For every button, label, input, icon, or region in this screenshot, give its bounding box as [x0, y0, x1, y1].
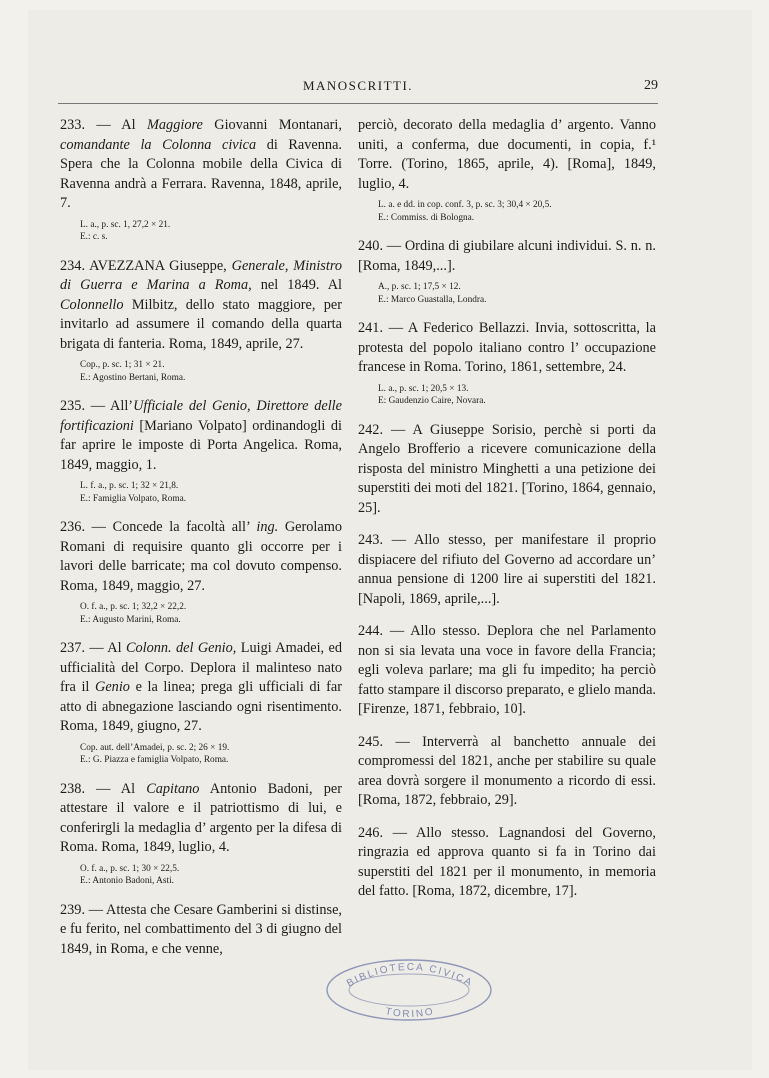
stamp-graphic — [320, 952, 498, 1022]
entry-description — [60, 742, 342, 767]
entry-description — [60, 219, 342, 244]
entry-text-run: 245. — Interverrà al banchetto annuale dei compromessi del 1821, anche per stabilire su quale area dovrà sorgere il monumento a ricordo di essi. [Roma, 1872, febbraio, 29]. — [358, 733, 656, 808]
description-line: E.: Famiglia Volpato, Roma. — [80, 493, 187, 504]
description-line: L. a. e dd. in cop. conf. 3, p. sc. 3; 30,4 × 20,5. — [378, 200, 552, 210]
catalog-entry — [358, 622, 656, 720]
entry-text-run: 235. — All’ — [60, 398, 134, 414]
description-line: E.: G. Piazza e famiglia Volpato, Roma. — [80, 755, 229, 765]
entry-italic-text: Generale, Ministro di Guerra e Marina a Roma, — [60, 257, 343, 293]
entry-text — [358, 319, 656, 378]
description-line: A., p. sc. 1; 17,5 × 12. — [378, 282, 461, 292]
entry-italic-text: Maggiore — [147, 117, 203, 133]
catalog-entry — [358, 733, 656, 811]
entry-text — [358, 824, 656, 902]
entry-text — [60, 116, 342, 214]
entry-text — [358, 237, 656, 276]
entry-italic-text: Colonn. del Genio, — [125, 640, 237, 656]
entry-text-run: 244. — Allo stesso. Deplora che nel Parlamento non si sia levata una voce in favore della Francia; egli voleva parlare; ma gli fu impedito; ha perciò fatto stampare il discorso preparato, e glielo manda. [Firenze, 1871, febbraio, 10]. — [358, 623, 656, 717]
description-line: E: Gaudenzio Caire, Novara. — [378, 396, 486, 406]
catalog-entry — [60, 780, 342, 888]
catalog-entry — [358, 319, 656, 408]
svg-text:TORINO — [384, 1006, 435, 1020]
catalog-entry — [60, 518, 342, 626]
entry-italic-text: comandante la Colonna civica — [60, 136, 257, 153]
entry-text — [60, 397, 342, 475]
description-line: O. f. a., p. sc. 1; 32,2 × 22,2. — [80, 602, 187, 612]
library-stamp — [320, 952, 498, 1022]
entry-text-run: 236. — Concede la facoltà all’ — [60, 519, 257, 535]
right-column — [358, 116, 656, 915]
entry-text — [358, 116, 656, 194]
entry-text-run: Antonio Badoni, per attestare il valore e il patriottismo di lui, e conferirgli la medaglia d’ argento per la difesa di Roma. Roma, 1849, luglio, 4. — [60, 780, 342, 855]
entry-text-run: 233. — Al — [60, 117, 147, 133]
entry-italic-text: Ufficiale del Genio, Direttore delle fortificazioni — [60, 398, 342, 434]
entry-text-run: [Mariano Volpato] ordinandogli di far aprire le imposte di Porta Angelica. Roma, 1849, maggio, 1. — [60, 417, 342, 473]
page-header — [58, 78, 658, 98]
description-line: Cop., p. sc. 1; 31 × 21. — [80, 360, 165, 370]
entry-italic-text: Colonnello — [60, 296, 124, 313]
entry-text-run: 243. — Allo stesso, per manifestare il proprio dispiacere del rifiuto del Governo ad accordare un’ annua pensione di 1200 lire ai superstiti del 1821. [Napoli, 1869, aprile,...]. — [358, 532, 656, 607]
entry-text-run: 239. — Attesta che Cesare Gamberini si distinse, e fu ferito, nel combattimento del 3 di giugno del 1849, in Roma, e che venne, — [60, 901, 342, 957]
entry-text-run: Gerolamo Romani di requisire quanto gli occorre per i lavori delle barricate; ma col dovuto compenso. Roma, 1849, maggio, 27. — [60, 519, 342, 594]
description-line: E.: Commiss. di Bologna. — [378, 212, 475, 223]
catalog-entry — [60, 397, 342, 505]
entry-description — [60, 601, 342, 626]
entry-text — [60, 901, 342, 960]
catalog-entry — [358, 531, 656, 609]
entry-description — [358, 281, 656, 306]
entry-description — [358, 383, 656, 408]
entry-description — [358, 199, 656, 224]
entry-description — [60, 480, 342, 505]
entry-text-run: nel 1849. Al — [251, 277, 342, 293]
entry-text-run: 242. — A Giuseppe Sorisio, perchè si porti da Angelo Brofferio a ricevere comunicazione della risposta del ministro Minghetti a una petizione dei superstiti dei moti del 1821. [Torino, 1864, gennaio, 25]. — [358, 421, 657, 516]
entry-text-run: 237. — Al — [60, 640, 126, 656]
left-column — [60, 116, 342, 972]
description-line: E.: Antonio Badoni, Asti. — [80, 876, 175, 886]
description-line: E.: Agostino Bertani, Roma. — [80, 372, 186, 383]
entry-text-run: 234. AVEZZANA Giuseppe, — [60, 257, 232, 274]
entry-text — [60, 639, 342, 737]
page-number: 29 — [644, 78, 658, 93]
entry-text — [358, 622, 656, 720]
entry-text — [358, 733, 656, 811]
description-line: L. a., p. sc. 1; 20,5 × 13. — [378, 383, 469, 394]
description-line: E.: c. s. — [80, 232, 108, 242]
entry-text-run: Luigi Amadei, ed ufficialità del Corpo. Deplora il malinteso nato fra il — [60, 640, 342, 695]
entry-italic-text: ing. — [256, 519, 279, 535]
catalog-entry — [358, 116, 656, 224]
svg-text:BIBLIOTECA CIVICA — [345, 962, 475, 990]
entry-text — [60, 257, 342, 355]
catalog-entry — [358, 824, 656, 902]
entry-text-run: 241. — A Federico Bellazzi. Invia, sottoscritta, la protesta del popolo italiano contro l’ occupazione francese in Roma. Torino, 1861, settembre, 24. — [358, 320, 656, 375]
entry-description — [60, 863, 342, 888]
header-rule — [58, 103, 658, 104]
entry-italic-text: Capitano — [146, 780, 200, 797]
entry-text — [60, 780, 342, 858]
catalog-entry — [358, 237, 656, 306]
catalog-entry — [358, 421, 656, 519]
description-line: O. f. a., p. sc. 1; 30 × 22,5. — [80, 863, 180, 874]
entry-text-run: di Ravenna. Spera che la Colonna mobile della Civica di Ravenna andrà a Ferrara. Ravenna, 1848, aprile, 7. — [60, 136, 342, 211]
entry-text-run: e la linea; prega gli ufficiali di far atto di abnegazione lasciando ogni risentimento. Roma, 1849, giugno, 27. — [60, 679, 342, 734]
catalog-entry — [60, 116, 342, 244]
stamp-bottom-text: TORINO — [384, 1006, 436, 1021]
stamp-top-text: BIBLIOTECA CIVICA — [345, 961, 475, 990]
entry-text — [60, 518, 342, 596]
description-line: Cop. aut. dell’Amadei, p. sc. 2; 26 × 19. — [80, 742, 230, 753]
entry-text-run: 246. — Allo stesso. Lagnandosi del Governo, ringrazia ed approva quanto si fa in Torino dai superstiti del 1821 per il monumento, in memoria del fatto. [Roma, 1872, dicembre, 17]. — [358, 824, 656, 899]
entry-description — [60, 359, 342, 384]
running-title: MANOSCRITTI. — [302, 78, 414, 93]
entry-text-run: Giovanni Montanari, — [202, 117, 342, 133]
entry-text — [358, 531, 656, 609]
catalog-entry — [60, 257, 342, 385]
entry-text — [358, 421, 656, 519]
description-line: E.: Marco Guastalla, Londra. — [378, 294, 487, 305]
description-line: L. f. a., p. sc. 1; 32 × 21,8. — [80, 481, 179, 491]
entry-text-run: 238. — Al — [60, 780, 147, 797]
entry-text-run: Milbitz, dello stato maggiore, per invitarlo ad assumere il comando della quarta brigata di fanteria. Roma, 1849, aprile, 27. — [60, 296, 342, 352]
catalog-entry — [60, 901, 342, 960]
description-line: E.: Augusto Marini, Roma. — [80, 614, 181, 625]
entry-italic-text: Genio — [95, 679, 130, 695]
entry-text-run: perciò, decorato della medaglia d’ argento. Vanno uniti, a conferma, due documenti, in copia, f.¹ Torre. (Torino, 1865, aprile, 4). [Roma], 1849, luglio, 4. — [358, 117, 656, 192]
description-line: L. a., p. sc. 1, 27,2 × 21. — [80, 219, 171, 230]
catalog-entry — [60, 639, 342, 767]
entry-text-run: 240. — Ordina di giubilare alcuni individui. S. n. n. [Roma, 1849,...]. — [358, 238, 656, 274]
